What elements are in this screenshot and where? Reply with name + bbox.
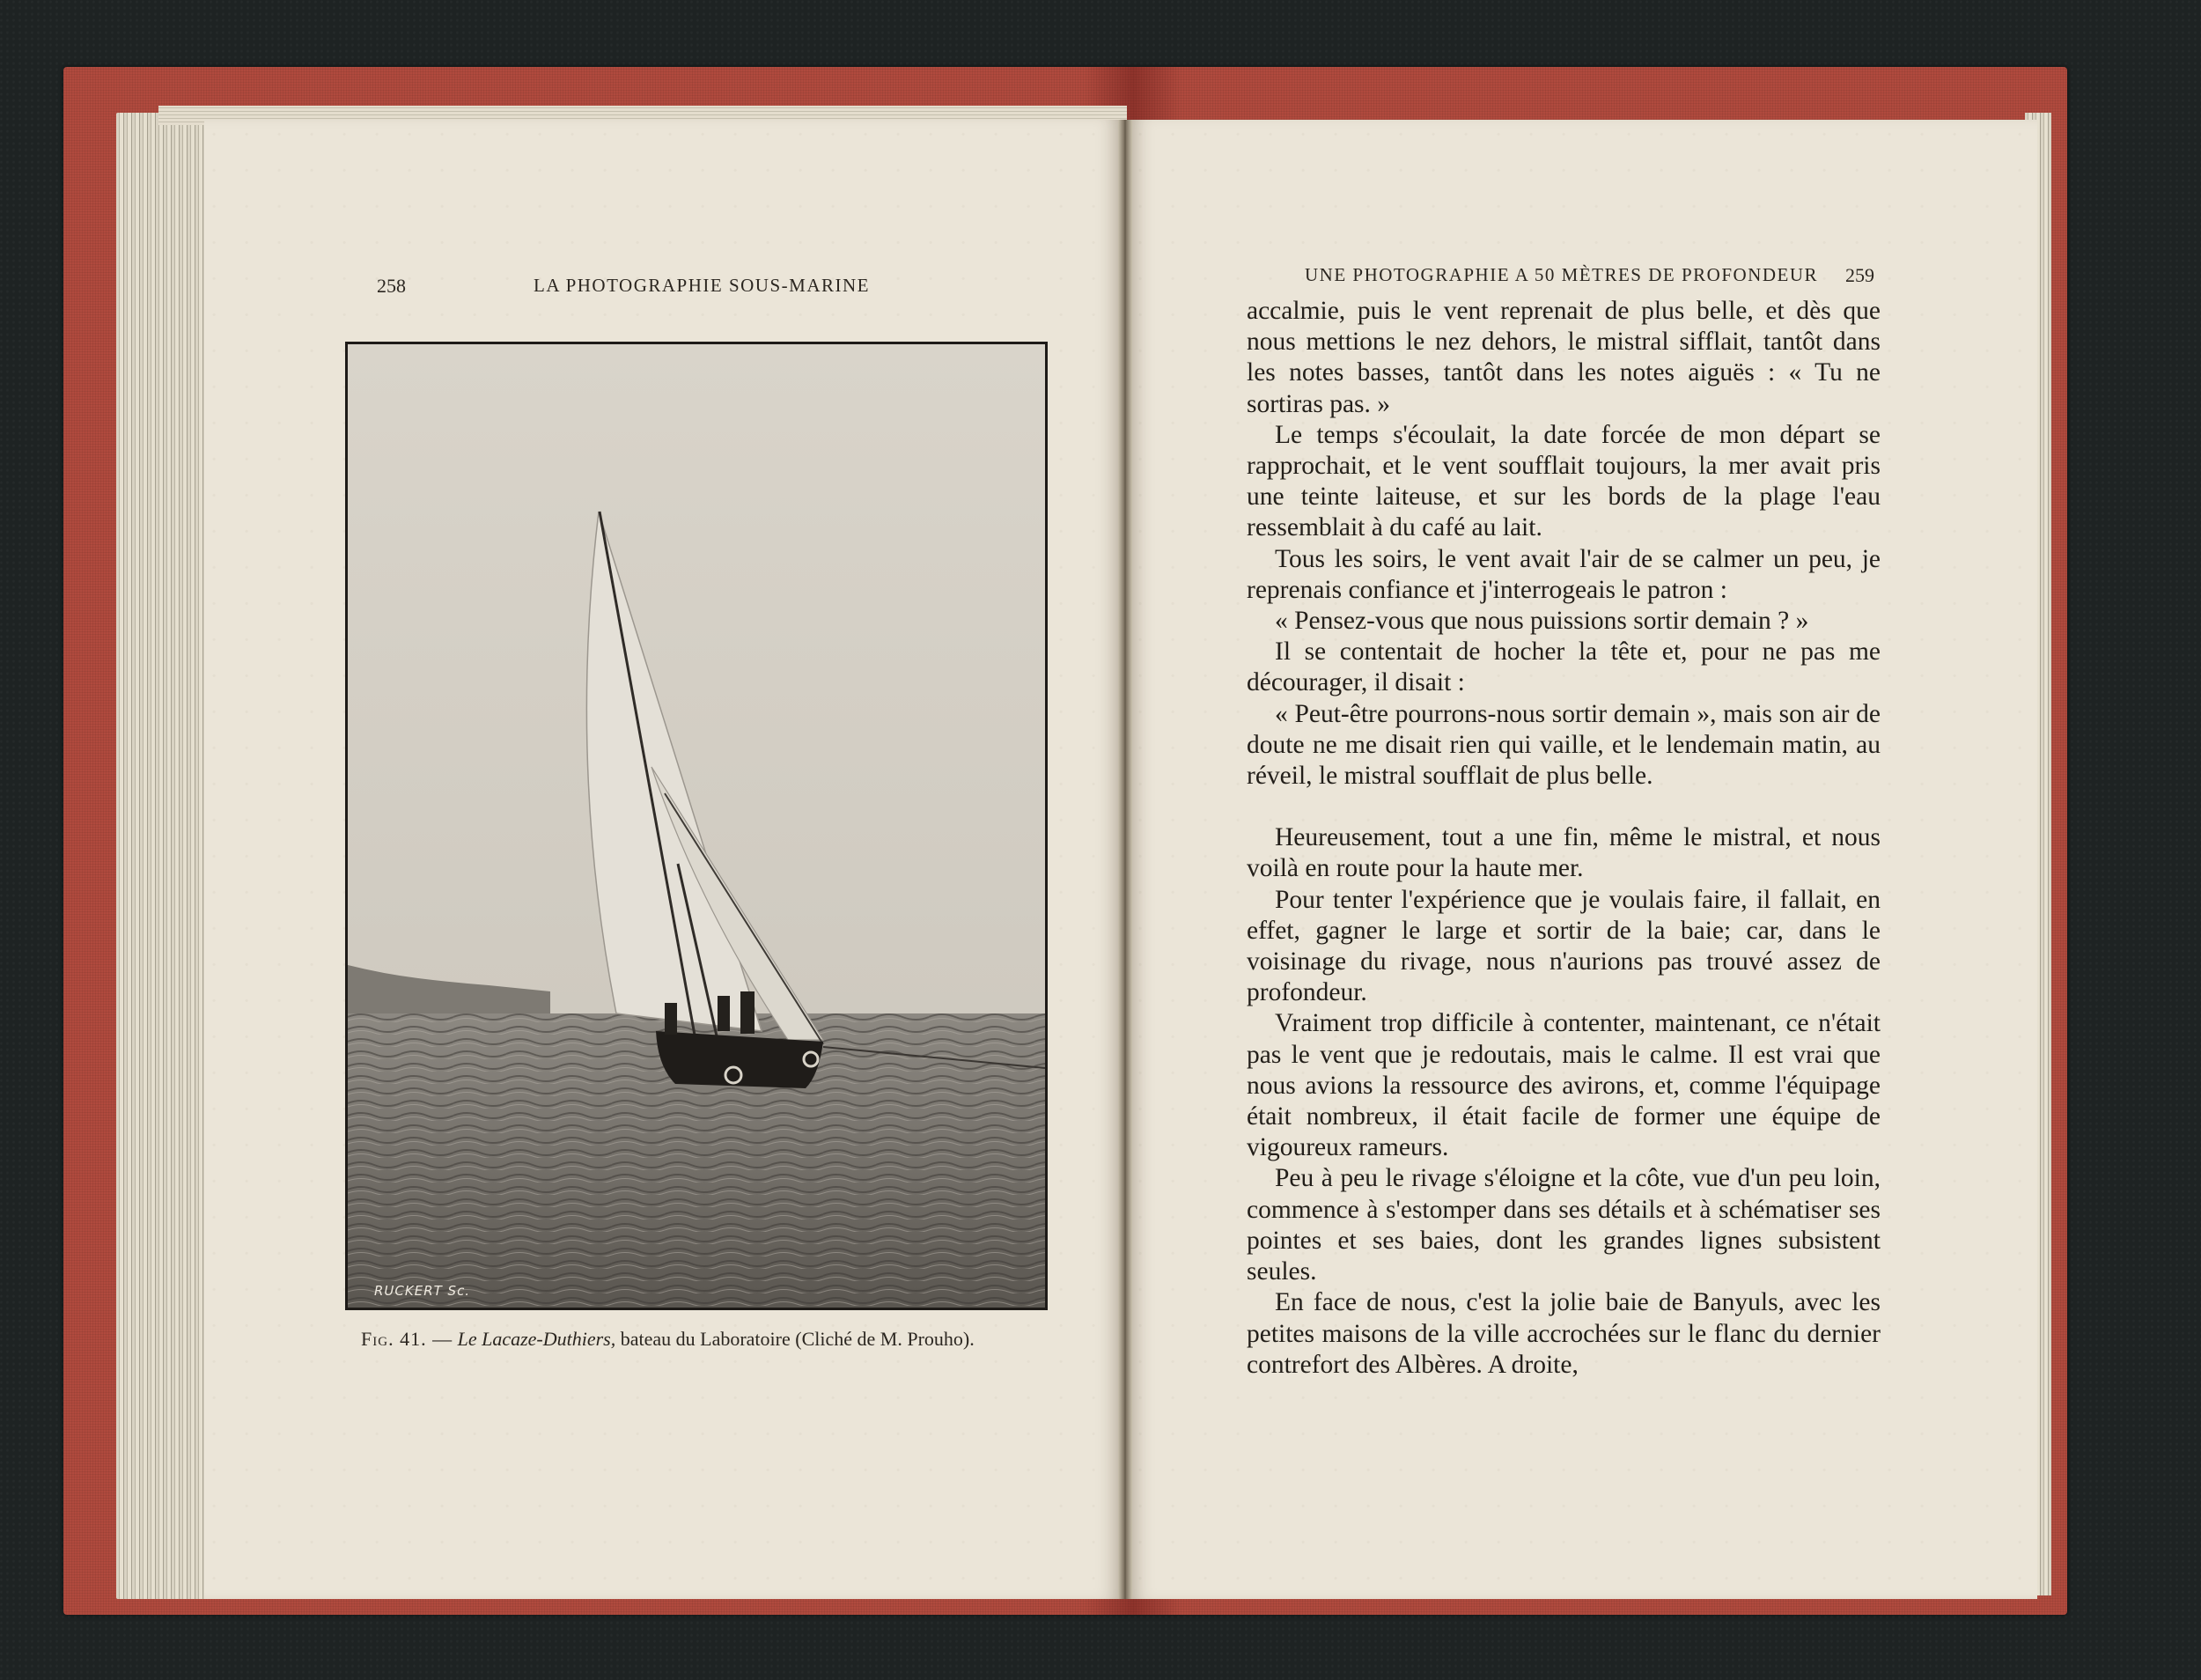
paragraph: En face de nous, c'est la jolie baie de Banyuls, avec les petites maisons de la ville accrochées sur le flanc du dernier contrefort des Albères. A droite,: [1247, 1288, 1881, 1379]
ship-name: Le Lacaze-Duthiers,: [457, 1328, 616, 1350]
right-page-number: 259: [1845, 264, 1874, 286]
crew-figure: [665, 1003, 677, 1035]
engraver-signature: RUCKERT Sc.: [374, 1283, 471, 1299]
crew-figure: [740, 991, 755, 1034]
figure-caption: [361, 1328, 975, 1351]
left-page-number: 258: [377, 275, 406, 297]
sailboat-photo: [348, 344, 1045, 1308]
body-text: [1247, 296, 1881, 1381]
left-page-stack: [116, 113, 213, 1599]
right-running-head: UNE PHOTOGRAPHIE A 50 MÈTRES DE PROFONDEUR: [1305, 264, 1818, 285]
paragraph: Pour tenter l'expérience que je voulais faire, il fallait, en effet, gagner le large et sortir de la baie; car, dans le voisinage du rivage, nous n'aurions pas trouvé assez de profondeur.: [1247, 885, 1881, 1007]
paragraph: Le temps s'écoulait, la date forcée de mon départ se rapprochait, et le vent soufflait toujours, la mer avait pris une teinte laiteuse, et sur les bords de la plage l'eau ressemblait à du café au lait.: [1247, 420, 1881, 542]
paragraph: accalmie, puis le vent reprenait de plus belle, et dès que nous mettions le nez dehors, le mistral sifflait, tantôt dans les notes basses, tantôt dans les notes aiguës : « Tu ne sortiras pas. »: [1247, 297, 1881, 418]
crew-figure: [718, 996, 730, 1031]
figure-photograph: [345, 342, 1048, 1310]
left-running-head: LA PHOTOGRAPHIE SOUS-MARINE: [534, 275, 870, 296]
paragraph: Heureusement, tout a une fin, même le mistral, et nous voilà en route pour la haute mer.: [1247, 823, 1881, 883]
paragraph: Vraiment trop difficile à contenter, maintenant, ce n'était pas le vent que je redoutais, mais le calme. Il est vrai que nous avions la ressource des avirons, et, comme l'équipage était nombreux, il était facile de former une équipe de vigoureux rameurs.: [1247, 1009, 1881, 1162]
paragraph: Tous les soirs, le vent avait l'air de se calmer un peu, je reprenais confiance et j'interrogeais le patron :: [1247, 544, 1881, 604]
paragraph: Il se contentait de hocher la tête et, pour ne pas me décourager, il disait :: [1247, 637, 1881, 697]
book-gutter: [1118, 120, 1132, 1599]
paragraph: « Pensez-vous que nous puissions sortir demain ? »: [1275, 607, 1809, 636]
paragraph: « Peut-être pourrons-nous sortir demain », mais son air de doute ne me disait rien qui vaille, et le lendemain matin, au réveil, le mistral soufflait de plus belle.: [1247, 699, 1881, 791]
figure-label: Fig. 41. —: [361, 1328, 453, 1350]
caption-text: bateau du Laboratoire (Cliché de M. Prouho).: [620, 1328, 975, 1350]
paragraph: Peu à peu le rivage s'éloigne et la côte, vue d'un peu loin, commence à s'estomper dans ses détails et à schématiser ses pointes et ses baies, dont les grandes lignes subsistent seules.: [1247, 1164, 1881, 1286]
